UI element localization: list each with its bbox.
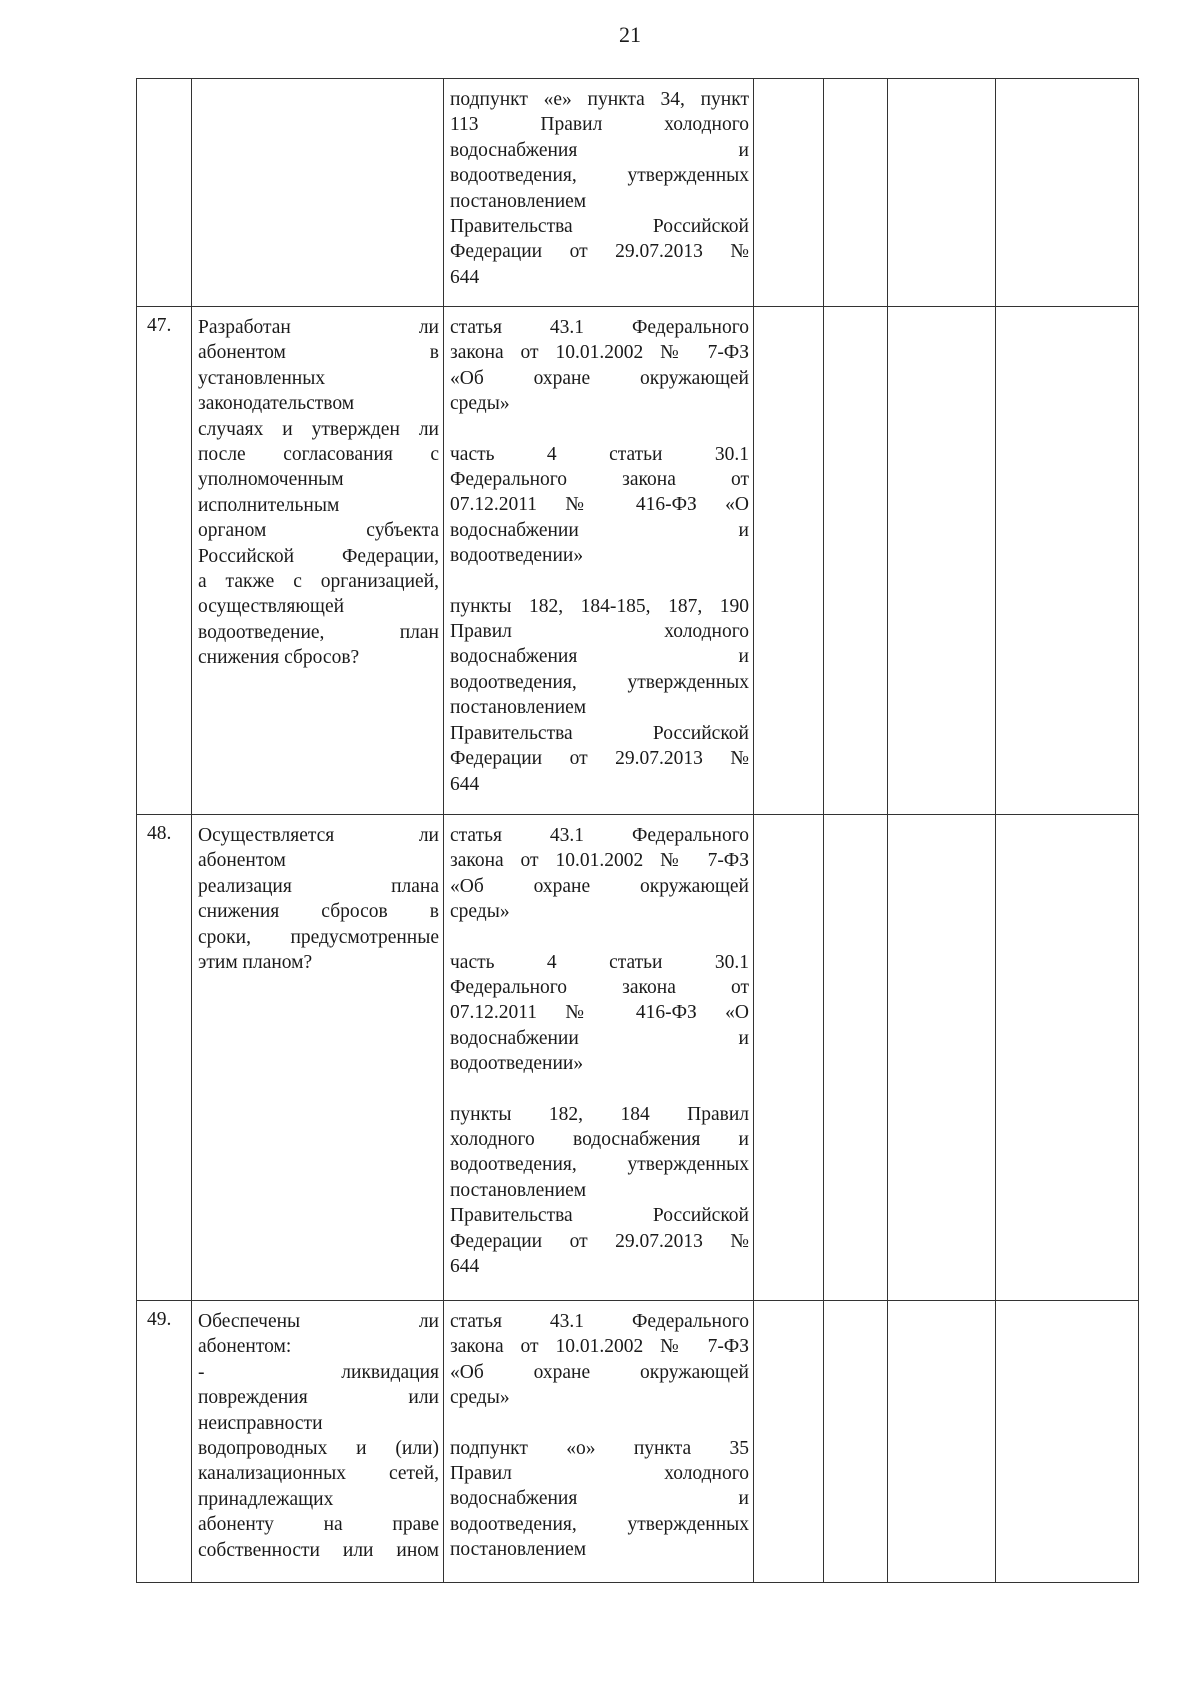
text-line: законодательством	[198, 393, 355, 415]
requirement-paragraph	[450, 442, 749, 569]
text-line: канализационных сетей,	[198, 1463, 439, 1485]
page-number: 21	[619, 22, 641, 47]
text-line: среды»	[450, 1387, 510, 1409]
requirements-cell	[444, 79, 754, 307]
text-line: 644	[450, 266, 480, 288]
text-line: подпункт «о» пункта 35	[450, 1437, 749, 1459]
empty-cell	[754, 79, 824, 307]
text-line: подпункт «е» пункта 34, пункт	[450, 89, 749, 110]
text-line: закона от 10.01.2002 № 7-ФЗ	[450, 1336, 749, 1358]
text-line: «Об охране окружающей	[450, 367, 749, 389]
text-line: этим планом?	[198, 952, 313, 974]
requirement-paragraph	[450, 823, 749, 925]
empty-cell	[824, 307, 888, 815]
text-line: Федерального закона от	[450, 977, 749, 999]
text-line: 644	[450, 773, 480, 795]
text-line: Обеспечены ли	[198, 1311, 439, 1332]
empty-cell	[754, 815, 824, 1301]
text-line: абонентом	[198, 850, 286, 872]
text-line: абонентом:	[198, 1336, 292, 1358]
text-line: водоснабжения и	[450, 1488, 749, 1510]
text-line: осуществляющей	[198, 596, 345, 618]
text-line: водоснабжении и	[450, 519, 749, 541]
text-line: уполномоченным	[198, 469, 344, 491]
text-line: Федерального закона от	[450, 469, 749, 491]
requirement-paragraph	[450, 315, 749, 417]
text-line: «Об охране окружающей	[450, 1361, 749, 1383]
text-line: 644	[450, 1256, 480, 1278]
text-line: случаях и утвержден ли	[198, 418, 439, 440]
text-line: Российской Федерации,	[198, 545, 439, 567]
table-row	[137, 79, 1139, 307]
text-line: водопроводных и (или)	[198, 1438, 439, 1460]
empty-cell	[754, 307, 824, 815]
empty-cell	[824, 815, 888, 1301]
row-number: 47.	[137, 307, 192, 815]
text-line: повреждения или	[198, 1387, 439, 1409]
text-line: водоотведения, утвержденных	[450, 1154, 749, 1176]
text-line: абонентом в	[198, 342, 439, 364]
row-number	[137, 79, 192, 307]
text-line: холодного водоснабжения и	[450, 1129, 749, 1151]
requirement-paragraph	[450, 950, 749, 1077]
text-line: среды»	[450, 393, 510, 415]
text-line: водоотведения, утвержденных	[450, 1513, 749, 1535]
text-line: Правил холодного	[450, 1463, 749, 1485]
text-line: сроки, предусмотренные	[198, 926, 439, 948]
text-line: постановлением	[450, 1539, 587, 1561]
text-line: среды»	[450, 901, 510, 923]
table-row	[137, 815, 1139, 1301]
text-line: водоснабжения и	[450, 139, 749, 161]
text-line: 07.12.2011 № 416-ФЗ «О	[450, 494, 749, 516]
text-line: закона от 10.01.2002 № 7-ФЗ	[450, 342, 749, 364]
text-line: Правительства Российской	[450, 722, 749, 744]
empty-cell	[888, 815, 996, 1301]
checklist-table	[136, 78, 1139, 1583]
text-line: Правительства Российской	[450, 216, 749, 238]
text-line: водоснабжении и	[450, 1027, 749, 1049]
requirements-cell	[444, 1301, 754, 1583]
requirement-paragraph	[450, 594, 749, 797]
text-line: часть 4 статьи 30.1	[450, 951, 749, 973]
text-line: статья 43.1 Федерального	[450, 1311, 749, 1332]
text-line: пункты 182, 184 Правил	[450, 1103, 749, 1125]
empty-cell	[996, 1301, 1139, 1583]
empty-cell	[996, 307, 1139, 815]
text-line: неисправности	[198, 1412, 323, 1434]
text-line: Осуществляется ли	[198, 825, 439, 846]
question-cell	[192, 307, 444, 815]
text-line: принадлежащих	[198, 1488, 334, 1510]
text-line: статья 43.1 Федерального	[450, 825, 749, 846]
text-line: постановлением	[450, 190, 587, 212]
text-line: исполнительным	[198, 494, 340, 516]
row-number: 49.	[137, 1301, 192, 1583]
empty-cell	[996, 79, 1139, 307]
table-row	[137, 1301, 1139, 1583]
requirement-paragraph	[450, 1436, 749, 1563]
empty-cell	[996, 815, 1139, 1301]
text-line: - ликвидация	[198, 1361, 439, 1383]
empty-cell	[888, 79, 996, 307]
empty-cell	[824, 1301, 888, 1583]
text-line: статья 43.1 Федерального	[450, 317, 749, 338]
text-line: абоненту на праве	[198, 1514, 439, 1536]
text-line: после согласования с	[198, 444, 439, 466]
question-cell	[192, 815, 444, 1301]
empty-cell	[754, 1301, 824, 1583]
text-line: 113 Правил холодного	[450, 114, 749, 136]
question-cell	[192, 1301, 444, 1583]
text-line: Правил холодного	[450, 621, 749, 643]
text-line: Федерации от 29.07.2013 №	[450, 748, 749, 770]
question-cell	[192, 79, 444, 307]
requirement-paragraph	[450, 1309, 749, 1411]
empty-cell	[888, 307, 996, 815]
text-line: водоснабжения и	[450, 646, 749, 668]
text-line: реализация плана	[198, 875, 439, 897]
text-line: пункты 182, 184-185, 187, 190	[450, 595, 749, 617]
empty-cell	[824, 79, 888, 307]
text-line: собственности или ином	[198, 1539, 439, 1561]
text-line: водоотведении»	[450, 545, 584, 567]
empty-cell	[888, 1301, 996, 1583]
text-line: водоотведении»	[450, 1053, 584, 1075]
text-line: часть 4 статьи 30.1	[450, 443, 749, 465]
text-line: Федерации от 29.07.2013 №	[450, 1230, 749, 1252]
requirement-paragraph	[450, 1102, 749, 1280]
text-line: снижения сбросов в	[198, 901, 439, 923]
text-line: снижения сбросов?	[198, 647, 360, 669]
requirement-paragraph	[450, 87, 749, 290]
text-line: «Об охране окружающей	[450, 875, 749, 897]
text-line: органом субъекта	[198, 520, 439, 542]
text-line: водоотведение, план	[198, 621, 439, 643]
text-line: 07.12.2011 № 416-ФЗ «О	[450, 1002, 749, 1024]
text-line: водоотведения, утвержденных	[450, 671, 749, 693]
requirements-cell	[444, 307, 754, 815]
text-line: закона от 10.01.2002 № 7-ФЗ	[450, 850, 749, 872]
text-line: Федерации от 29.07.2013 №	[450, 241, 749, 263]
table-row	[137, 307, 1139, 815]
text-line: водоотведения, утвержденных	[450, 165, 749, 187]
row-number: 48.	[137, 815, 192, 1301]
text-line: постановлением	[450, 697, 587, 719]
text-line: Правительства Российской	[450, 1205, 749, 1227]
requirements-cell	[444, 815, 754, 1301]
text-line: установленных	[198, 367, 326, 389]
text-line: Разработан ли	[198, 317, 439, 338]
text-line: а также с организацией,	[198, 571, 439, 593]
text-line: постановлением	[450, 1179, 587, 1201]
